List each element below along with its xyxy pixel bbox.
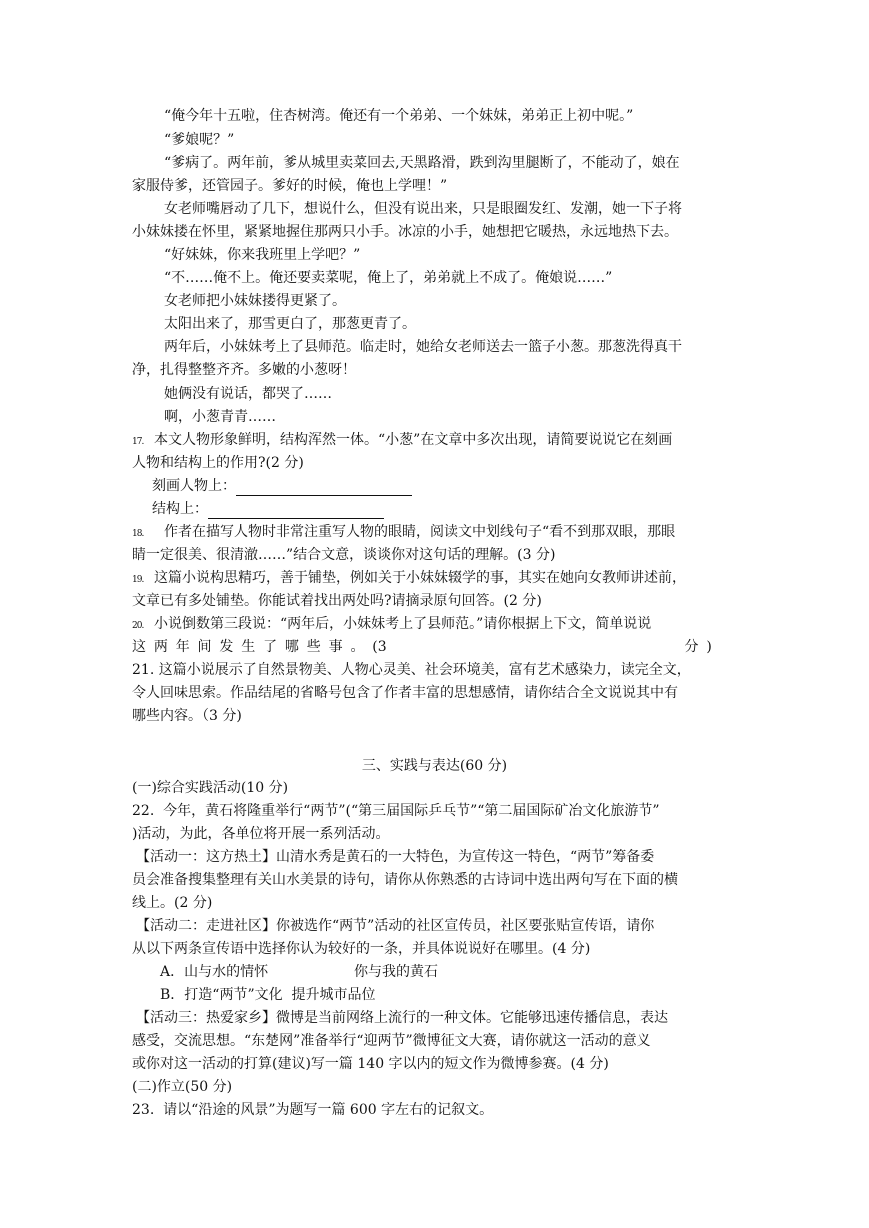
story-line: “不……俺不上。俺还要卖菜呢，俺上了，弟弟就上不成了。俺娘说……”: [164, 270, 613, 286]
question-21: 21. 这篇小说展示了自然景物美、人物心灵美、社会环境美，富有艺术感染力，读完全文，: [132, 662, 691, 678]
spread-char: ): [706, 639, 712, 655]
story-line: “爹病了。两年前，爹从城里卖菜回去,天黑路滑，跌到沟里腿断了，不能动了，娘在: [164, 155, 680, 171]
answer-line-characterization: [152, 476, 412, 496]
option-b: B．打造“两节”文化 提升城市品位: [160, 987, 376, 1003]
question-19: [132, 568, 686, 590]
activity-2: 【活动二：走进社区】你被选作“两节”活动的社区宣传员，社区要张贴宣传语，请你: [136, 918, 655, 934]
question-23: 23. 请以“沿途的风景”为题写一篇 600 字左右的记叙文。: [132, 1102, 494, 1118]
story-line: 净，扎得整整齐齐。多嫩的小葱呀！: [132, 362, 356, 378]
spread-char: 些: [306, 639, 321, 655]
activity-1-line2: 员会准备搜集整理有关山水美景的诗句，请你从你熟悉的古诗词中选出两句写在下面的横: [132, 872, 678, 888]
story-line: 家服侍爹，还管园子。爹好的时候，俺也上学哩！”: [132, 178, 448, 194]
spread-char: 生: [241, 639, 256, 655]
spread-char: 了: [263, 639, 278, 655]
activity-2-line2: 从以下两条宣传语中选择你认为较好的一条，并具体说说好在哪里。(4 分): [132, 941, 591, 957]
spread-char: 。: [350, 639, 365, 655]
question-number: 17.: [132, 437, 144, 447]
activity-1-line3: 线上。(2 分): [132, 895, 213, 911]
question-17-line2: 人物和结构上的作用?(2 分): [132, 455, 304, 471]
story-line: 她俩没有说话，都哭了……: [164, 386, 332, 402]
answer-blank[interactable]: [208, 503, 384, 519]
spread-char: 发: [219, 639, 234, 655]
story-line: 小妹妹搂在怀里，紧紧地握住那两只小手。冰凉的小手，她想把它暖热，永远地热下去。: [132, 224, 678, 240]
question-21-line2: 令人回味思索。作品结尾的省略号包含了作者丰富的思想感情，请你结合全文说说其中有: [132, 685, 678, 701]
spread-char: 间: [197, 639, 212, 655]
spread-char: 两: [153, 639, 168, 655]
question-17: [132, 430, 672, 452]
section-title: 三、实践与表达(60 分): [361, 758, 508, 774]
question-21-line3: 哪些内容。（3 分): [132, 708, 242, 724]
story-line: 啊，小葱青青……: [164, 409, 276, 425]
question-18: [132, 522, 675, 544]
spread-char: 事: [328, 639, 343, 655]
spread-char: 年: [175, 639, 190, 655]
question-20-line2: [132, 637, 712, 657]
option-a: [160, 962, 268, 982]
question-text: 作者在描写人物时非常注重写人物的眼睛，阅读文中划线句子“看不到那双眼，那眼: [164, 524, 676, 540]
question-22: 22. 今年，黄石将隆重举行“两节”(“第三届国际乒乓节”“第二届国际矿冶文化旅游节”: [132, 803, 660, 819]
story-line: 两年后，小妹妹考上了县师范。临走时，她给女老师送去一篮子小葱。那葱洗得真干: [164, 339, 682, 355]
part-1-heading: (一)综合实践活动(10 分): [132, 780, 289, 796]
spread-char: 分: [684, 639, 699, 655]
question-18-line2: 睛一定很美、很清澈……”结合文意，谈谈你对这句话的理解。(3 分): [132, 547, 556, 563]
activity-1: 【活动一：这方热土】山清水秀是黄石的一大特色，为宣传这一特色，“两节”筹备委: [136, 849, 655, 865]
spread-char: 这: [132, 639, 146, 655]
question-number: 19.: [132, 575, 144, 585]
story-line: “好妹妹，你来我班里上学吧？”: [164, 247, 361, 263]
question-text: 这篇小说构思精巧，善于铺垫，例如关于小妹妹辍学的事，其实在她向女教师讲述前，: [154, 570, 686, 586]
option-a-left: A．山与水的情怀: [160, 964, 269, 980]
question-22-line2: )活动，为此，各单位将开展一系列活动。: [132, 826, 390, 842]
question-text: 小说倒数第三段说：“两年后，小妹妹考上了县师范。”请你根据上下文，简单说说: [154, 616, 652, 632]
option-a-right: 你与我的黄石: [354, 964, 438, 980]
part-2-heading: (二)作立(50 分): [132, 1079, 233, 1095]
question-number: 20.: [132, 621, 144, 631]
question-number: 18.: [132, 529, 144, 539]
story-line: 女老师把小妹妹搂得更紧了。: [164, 293, 346, 309]
story-line: “爹娘呢？”: [164, 132, 235, 148]
question-text: 本文人物形象鲜明，结构浑然一体。“小葱”在文章中多次出现，请简要说说它在刻画: [154, 432, 673, 448]
story-line: 女老师嘴唇动了几下，想说什么，但没有说出来，只是眼圈发红、发潮，她一下子将: [164, 201, 682, 217]
activity-3: 【活动三：热爱家乡】微博是当前网络上流行的一种文体。它能够迅速传播信息，表达: [136, 1010, 668, 1026]
spread-char: (3: [372, 639, 387, 655]
activity-3-line3: 或你对这一活动的打算(建议)写一篇 140 字以内的短文作为微博参赛。(4 分): [132, 1056, 609, 1072]
answer-blank[interactable]: [236, 480, 412, 496]
answer-line-structure: [152, 499, 384, 519]
question-19-line2: 文章已有多处铺垫。你能试着找出两处吗?请摘录原句回答。(2 分): [132, 593, 542, 609]
spread-char: 哪: [284, 639, 299, 655]
answer-label: 结构上：: [152, 501, 208, 517]
story-line: “俺今年十五啦，住杏树湾。俺还有一个弟弟、一个妹妹，弟弟正上初中呢。”: [164, 108, 634, 124]
activity-3-line2: 感受，交流思想。“东楚网”准备举行“迎两节”微博征文大赛，请你就这一活动的意义: [132, 1033, 651, 1049]
story-line: 太阳出来了，那雪更白了，那葱更青了。: [164, 316, 416, 332]
answer-label: 刻画人物上：: [152, 478, 236, 494]
question-20: [132, 614, 651, 636]
